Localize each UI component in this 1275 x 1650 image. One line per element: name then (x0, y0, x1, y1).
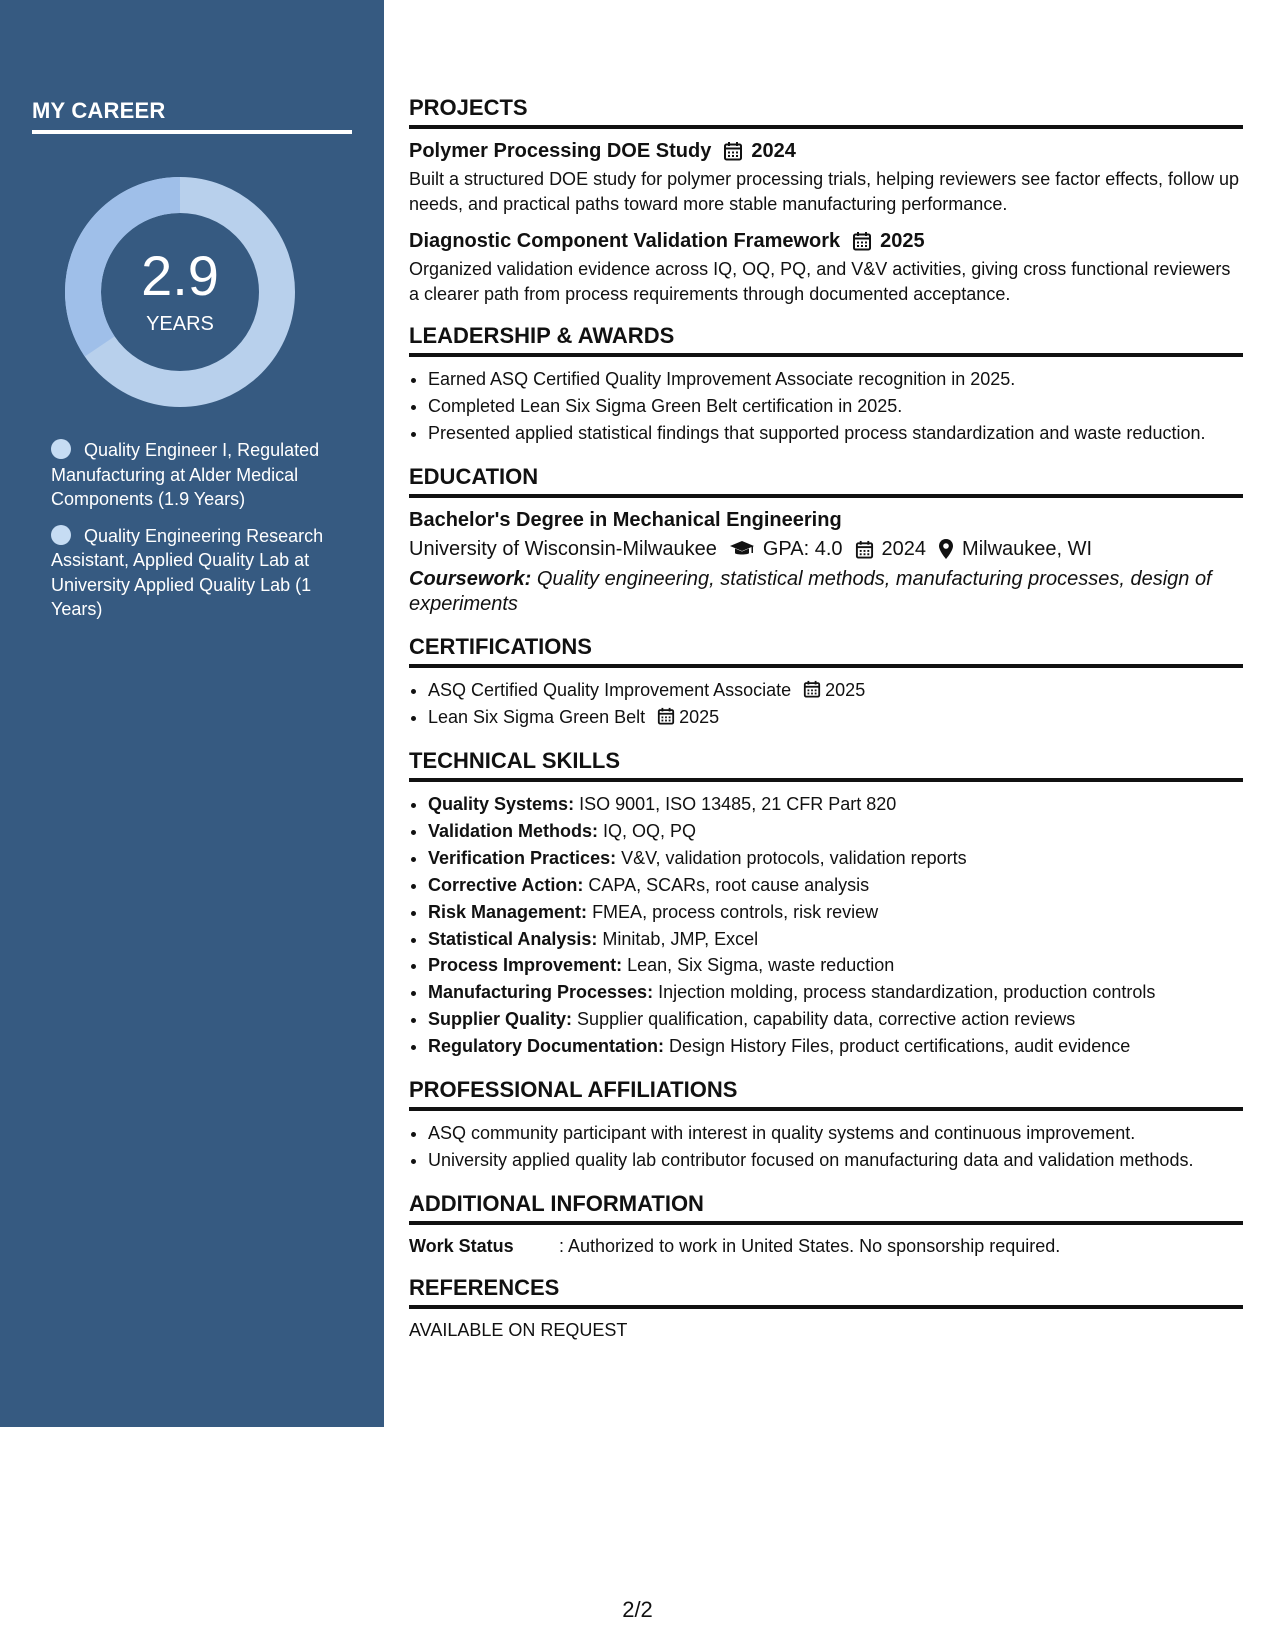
coursework (409, 567, 1243, 617)
skill-value: V&V, validation protocols, validation reports (621, 847, 967, 868)
list-item (428, 1006, 1243, 1033)
project-name: Diagnostic Component Validation Framework (409, 230, 841, 252)
calendar-icon (657, 707, 675, 725)
work-status-value: : Authorized to work in United States. No sponsorship required. (559, 1236, 1061, 1257)
calendar-icon (855, 540, 874, 559)
section-title-additional: ADDITIONAL INFORMATION (409, 1190, 1243, 1225)
references-text: AVAILABLE ON REQUEST (409, 1320, 628, 1341)
skill-label: Corrective Action: (428, 874, 584, 895)
graduation-cap-icon (729, 539, 755, 559)
skills-section (409, 747, 1243, 1060)
additional-info-section (409, 1190, 1243, 1258)
total-years-label: YEARS (146, 313, 214, 335)
skill-value: Supplier qualification, capability data, corrective action reviews (577, 1009, 1076, 1030)
list-item (428, 791, 1243, 818)
section-title-affiliations: PROFESSIONAL AFFILIATIONS (409, 1076, 1243, 1111)
list-item: • University applied quality lab contributor focused on manufacturing data and validation methods. (428, 1147, 1243, 1174)
skill-label: Quality Systems: (428, 794, 575, 814)
career-role-list (51, 438, 341, 634)
project-heading (409, 138, 1243, 164)
calendar-icon (723, 141, 743, 161)
list-item (428, 899, 1243, 926)
list-item (428, 979, 1243, 1006)
career-divider (32, 130, 352, 134)
skill-label: Verification Practices: (428, 847, 617, 868)
affiliations-section (409, 1076, 1243, 1174)
list-item: • Completed Lean Six Sigma Green Belt certification in 2025. (428, 393, 1243, 420)
role-dot-icon (51, 525, 71, 545)
project-year: 2025 (880, 230, 925, 252)
career-role-item (51, 524, 341, 622)
skill-label: Process Improvement: (428, 955, 623, 976)
school-name: University of Wisconsin-Milwaukee (409, 538, 717, 560)
skill-value: ISO 9001, ISO 13485, 21 CFR Part 820 (579, 794, 897, 814)
location-pin-icon (938, 538, 954, 560)
education-meta (409, 534, 1243, 564)
skill-label: Risk Management: (428, 901, 588, 922)
list-item: • Presented applied statistical findings that supported process standardization and waste reduction. (428, 420, 1243, 447)
section-title-projects: PROJECTS (409, 94, 1243, 129)
projects-section (409, 94, 1243, 306)
certification-year: 2025 (679, 707, 720, 727)
references-section (409, 1274, 1243, 1342)
leadership-list (409, 366, 1243, 447)
skill-value: Lean, Six Sigma, waste reduction (627, 955, 895, 976)
list-item: • Earned ASQ Certified Quality Improvement Associate recognition in 2025. (428, 366, 1243, 393)
certification-year: 2025 (825, 680, 866, 700)
list-item (428, 818, 1243, 845)
section-title-certifications: CERTIFICATIONS (409, 633, 1243, 668)
skill-value: Design History Files, product certifications, audit evidence (669, 1036, 1131, 1057)
project-description: Organized validation evidence across IQ, OQ, PQ, and V&V activities, giving cross functional reviewers a clearer path from process requirements through documented acceptance. (409, 259, 1231, 304)
list-item (428, 845, 1243, 872)
list-item: • ASQ community participant with interest in quality systems and continuous improvement. (428, 1120, 1243, 1147)
project-name: Polymer Processing DOE Study (409, 140, 712, 162)
section-title-education: EDUCATION (409, 463, 1243, 498)
certifications-list (409, 677, 1243, 731)
list-item (428, 872, 1243, 899)
certifications-section (409, 633, 1243, 731)
certification-name: Lean Six Sigma Green Belt (428, 707, 646, 727)
career-role-text: Quality Engineering Research Assistant, Applied Quality Lab at University Applied Quality Lab (1 Years) (51, 525, 324, 619)
skill-value: Minitab, JMP, Excel (602, 928, 759, 949)
section-title-skills: TECHNICAL SKILLS (409, 747, 1243, 782)
skill-label: Manufacturing Processes: (428, 982, 654, 1003)
career-title: MY CAREER (32, 98, 166, 123)
career-role-item (51, 438, 341, 512)
role-dot-icon (51, 439, 71, 459)
calendar-icon (803, 680, 821, 698)
graduation-year: 2024 (881, 538, 927, 560)
list-item (428, 704, 1243, 731)
skill-value: IQ, OQ, PQ (603, 820, 697, 841)
list-item (428, 1033, 1243, 1060)
certification-name: ASQ Certified Quality Improvement Associate (428, 680, 792, 700)
school-location: Milwaukee, WI (962, 538, 1093, 560)
calendar-icon (852, 231, 872, 251)
work-status-row (409, 1234, 1243, 1258)
leadership-section (409, 322, 1243, 447)
list-item (428, 952, 1243, 979)
coursework-text: Quality engineering, statistical methods, manufacturing processes, design of experiments (409, 568, 1212, 615)
section-title-leadership: LEADERSHIP & AWARDS (409, 322, 1243, 357)
coursework-label: Coursework: (409, 568, 532, 590)
project-item (409, 138, 1243, 216)
list-item (428, 677, 1243, 704)
skills-list (409, 791, 1243, 1060)
resume-main (409, 94, 1243, 1358)
skill-value: Injection molding, process standardization, production controls (658, 982, 1156, 1003)
affiliations-list (409, 1120, 1243, 1174)
section-title-references: REFERENCES (409, 1274, 1243, 1309)
career-sidebar (0, 0, 384, 1427)
education-section (409, 463, 1243, 617)
page-number: 2/2 (622, 1597, 653, 1622)
degree-name: Bachelor's Degree in Mechanical Engineering (409, 509, 842, 531)
total-years-value: 2.9 (141, 244, 219, 307)
skill-label: Validation Methods: (428, 820, 599, 841)
gpa-value: GPA: 4.0 (762, 538, 843, 560)
skill-value: CAPA, SCARs, root cause analysis (588, 874, 870, 895)
project-heading (409, 228, 1243, 254)
skill-value: FMEA, process controls, risk review (592, 901, 879, 922)
career-role-text: Quality Engineer I, Regulated Manufacturing at Alder Medical Components (1.9 Years) (51, 440, 320, 509)
project-year: 2024 (751, 140, 796, 162)
skill-label: Statistical Analysis: (428, 928, 598, 949)
skill-label: Supplier Quality: (428, 1009, 573, 1030)
project-description: Built a structured DOE study for polymer processing trials, helping reviewers see factor effects, follow up needs, and practical paths toward more stable manufacturing performance. (409, 169, 1240, 214)
work-status-label: Work Status (409, 1236, 514, 1257)
project-item (409, 228, 1243, 306)
skill-label: Regulatory Documentation: (428, 1036, 665, 1057)
list-item (428, 926, 1243, 953)
